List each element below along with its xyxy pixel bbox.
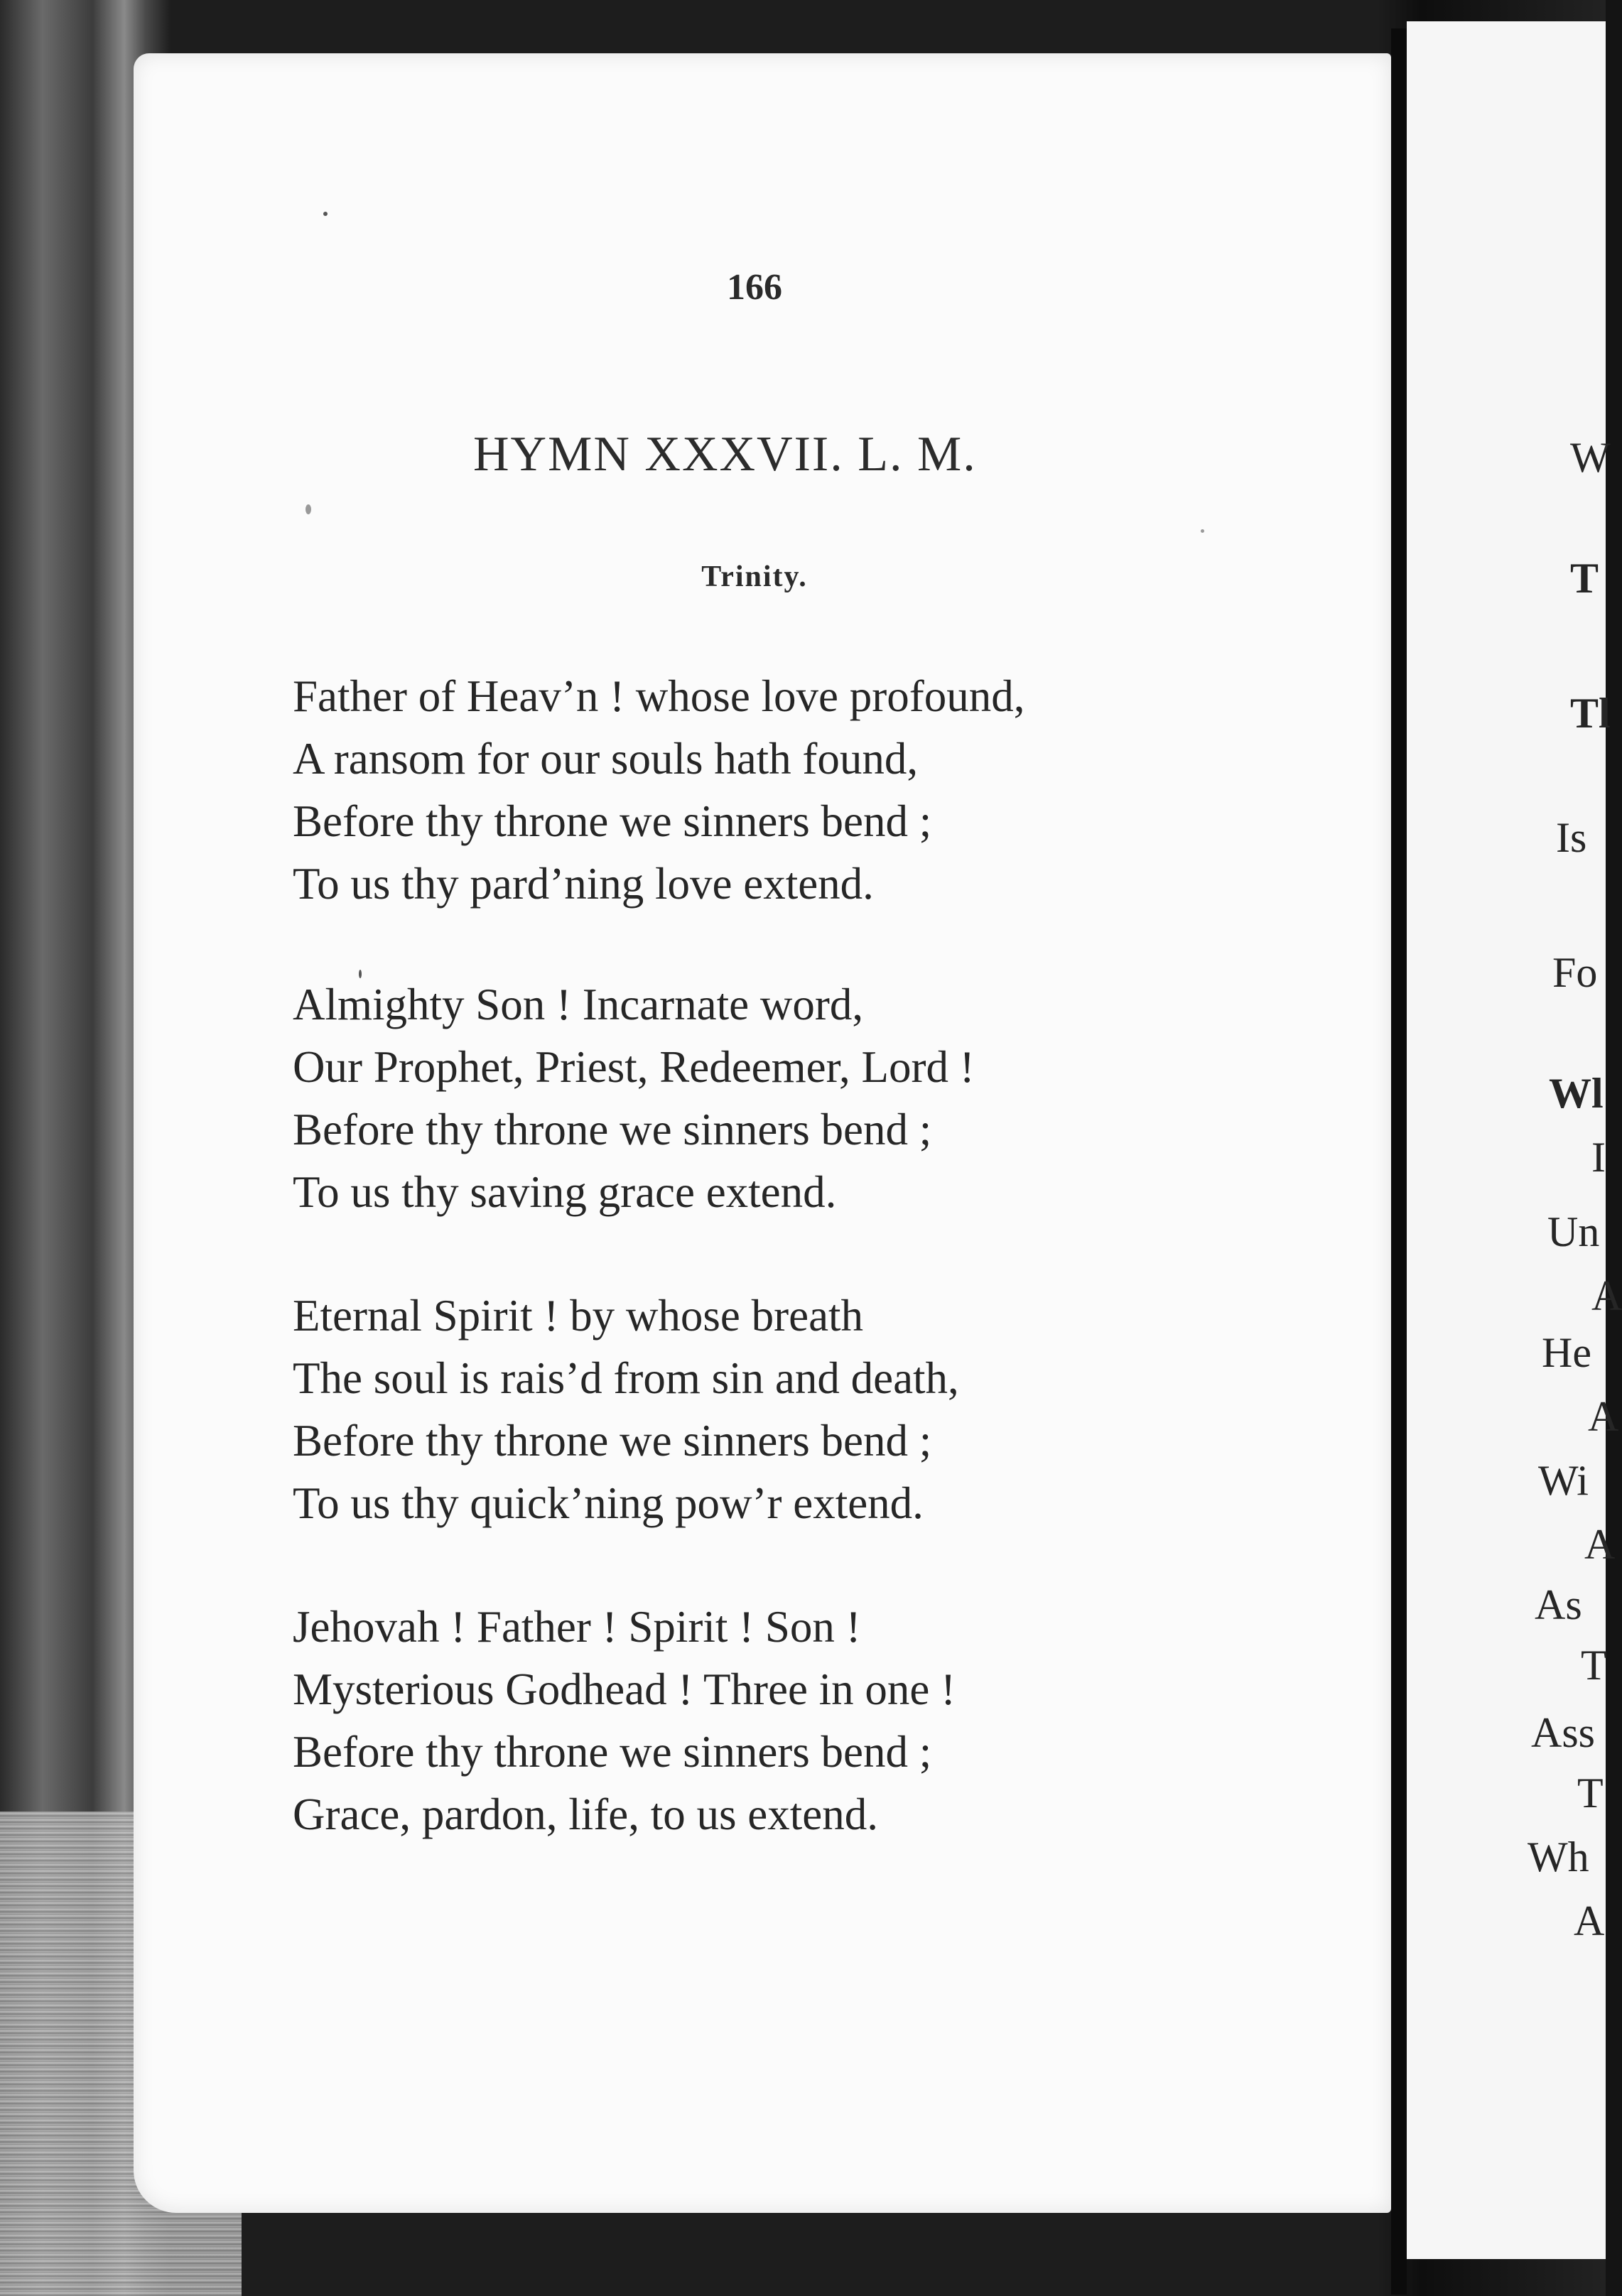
- stanza-3: [293, 1284, 1216, 1534]
- dust-speck: [323, 212, 328, 216]
- right-page-fragment: W: [1570, 434, 1611, 481]
- right-page-fragment: Fo: [1552, 949, 1598, 996]
- right-page-fragment: T: [1581, 1642, 1607, 1689]
- dust-speck: [359, 970, 362, 978]
- page-number: 166: [727, 267, 782, 308]
- right-page-fragment: Un: [1547, 1208, 1600, 1255]
- right-page-fragment: Wh: [1528, 1834, 1589, 1880]
- verse-line: The soul is rais’d from sin and death,: [293, 1353, 959, 1403]
- right-page-fragment: T: [1577, 1770, 1604, 1816]
- hymn-subtitle: Trinity.: [701, 561, 808, 593]
- right-page-fragment: As: [1535, 1581, 1582, 1628]
- right-page-fragment: T: [1570, 555, 1599, 602]
- hymn-title: HYMN XXXVII. L. M.: [473, 427, 977, 482]
- right-page-text: [1407, 0, 1622, 2296]
- verse-line: Jehovah ! Father ! Spirit ! Son !: [293, 1602, 861, 1652]
- verse-line: Father of Heav’n ! whose love profound,: [293, 671, 1025, 721]
- verse-line: Before thy throne we sinners bend ;: [293, 796, 932, 846]
- verse-line: Almighty Son ! Incarnate word,: [293, 980, 864, 1029]
- right-page-fragment: Wi: [1538, 1457, 1589, 1504]
- right-page-fragment: Wl: [1549, 1070, 1604, 1117]
- verse-line: To us thy pard’ning love extend.: [293, 859, 874, 909]
- stanza-2: [293, 973, 1216, 1223]
- right-page-fragment: Tl: [1570, 690, 1611, 737]
- verse-line: Mysterious Godhead ! Three in one !: [293, 1664, 956, 1714]
- verse-line: Our Prophet, Priest, Redeemer, Lord !: [293, 1042, 975, 1092]
- dust-speck: [1201, 529, 1204, 533]
- verse-line: Before thy throne we sinners bend ;: [293, 1105, 932, 1154]
- verse-line: Before thy throne we sinners bend ;: [293, 1416, 932, 1466]
- verse-line: To us thy quick’ning pow’r extend.: [293, 1478, 924, 1528]
- book-gutter: [1391, 28, 1407, 2295]
- right-page-fragment: A: [1591, 1272, 1622, 1319]
- stanza-4: [293, 1596, 1216, 1846]
- right-page-fragment: A: [1584, 1521, 1616, 1568]
- right-page-fragment: I: [1591, 1134, 1606, 1181]
- verse-line: A ransom for our souls hath found,: [293, 734, 919, 784]
- right-page-fragment: He: [1542, 1329, 1591, 1376]
- dust-speck: [306, 504, 311, 514]
- right-page-fragment: A: [1588, 1393, 1619, 1440]
- right-page-fragment: A: [1574, 1897, 1605, 1944]
- verse-line: Eternal Spirit ! by whose breath: [293, 1291, 864, 1341]
- verse-line: To us thy saving grace extend.: [293, 1167, 837, 1217]
- verse-line: Before thy throne we sinners bend ;: [293, 1727, 932, 1777]
- stanza-1: [293, 665, 1216, 915]
- right-page-fragment: Ass: [1531, 1709, 1596, 1756]
- right-page-fragment: Is: [1556, 814, 1587, 861]
- verse-line: Grace, pardon, life, to us extend.: [293, 1789, 878, 1839]
